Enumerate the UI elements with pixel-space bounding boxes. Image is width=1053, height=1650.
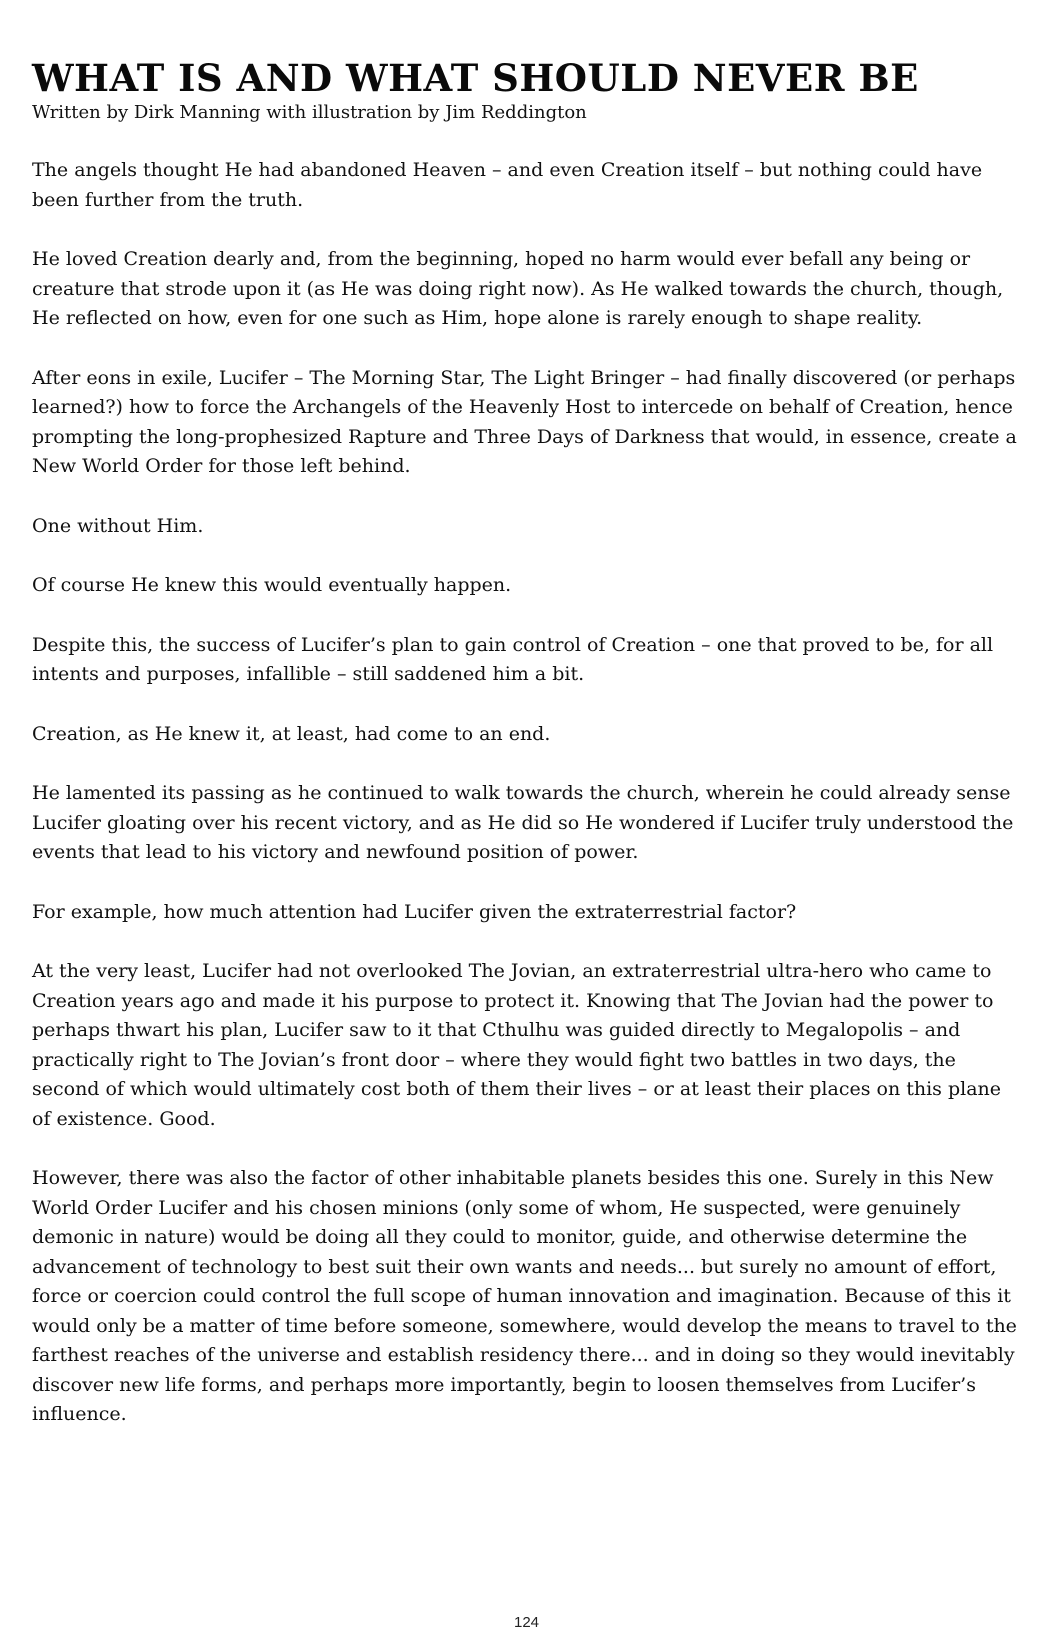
paragraph: Of course He knew this would eventually happen. [32, 574, 512, 596]
paragraph: Despite this, the success of Lucifer’s plan to gain control of Creation – one that proved to be, for all intents and purposes, infallible – still saddened him a bit. [32, 633, 994, 685]
paragraph: Creation, as He knew it, at least, had come to an end. [32, 722, 551, 745]
article-body [32, 56, 1017, 1460]
paragraph: One without Him. [32, 514, 204, 537]
paragraph: At the very least, Lucifer had not overlooked The Jovian, an extraterrestrial ultra-hero who came to Creation years ago and made it his purpose to protect it. Knowing that The Jovian had the power to perhaps thwart his plan, Lucifer saw to it that Cthulhu was guided directly to Megalopolis – and practically right to The Jovian’s front door – where they would fight two battles in two days, the second of which would ultimately cost both of them their lives – or at least their places on this plane of existence. Good. [32, 960, 1002, 1130]
paragraph: For example, how much attention had Lucifer given the extraterrestrial factor? [32, 900, 797, 923]
paragraph: He loved Creation dearly and, from the beginning, hoped no harm would ever befall any being or creature that strode upon it (as He was doing right now). As He walked towards the church, though, He reflected on how, even for one such as Him, hope alone is rarely enough to shape reality. [32, 248, 1004, 329]
article-title: WHAT IS AND WHAT SHOULD NEVER BE [32, 56, 919, 100]
article-byline: Written by Dirk Manning with illustration by Jim Reddington [32, 102, 587, 123]
paragraph: However, there was also the factor of other inhabitable planets besides this one. Surely in this New World Order Lucifer and his chosen minions (only some of whom, He suspected, were genuinely demonic in nature) would be doing all they could to monitor, guide, and otherwise determine the advancement of technology to best suit their own wants and needs... but surely no amount of effort, force or coercion could control the full scope of human innovation and imagination. Because of this it would only be a matter of time before someone, somewhere, would develop the means to travel to the farthest reaches of the universe and establish residency there... and in doing so they would inevitably discover new life forms, and perhaps more importantly, begin to loosen themselves from Lucifer’s influence. [32, 1167, 1017, 1425]
paragraph: He lamented its passing as he continued to walk towards the church, wherein he could already sense Lucifer gloating over his recent victory, and as He did so He wondered if Lucifer truly understood the events that lead to his victory and newfound position of power. [32, 782, 1014, 863]
page-number: 124 [513, 1614, 540, 1631]
paragraph: The angels thought He had abandoned Heaven – and even Creation itself – but nothing could have been further from the truth. [32, 159, 983, 211]
paragraph: After eons in exile, Lucifer – The Morning Star, The Light Bringer – had finally discovered (or perhaps learned?) how to force the Archangels of the Heavenly Host to intercede on behalf of Creation, hence prompting the long-prophesized Rapture and Three Days of Darkness that would, in essence, create a New World Order for those left behind. [32, 366, 1017, 477]
